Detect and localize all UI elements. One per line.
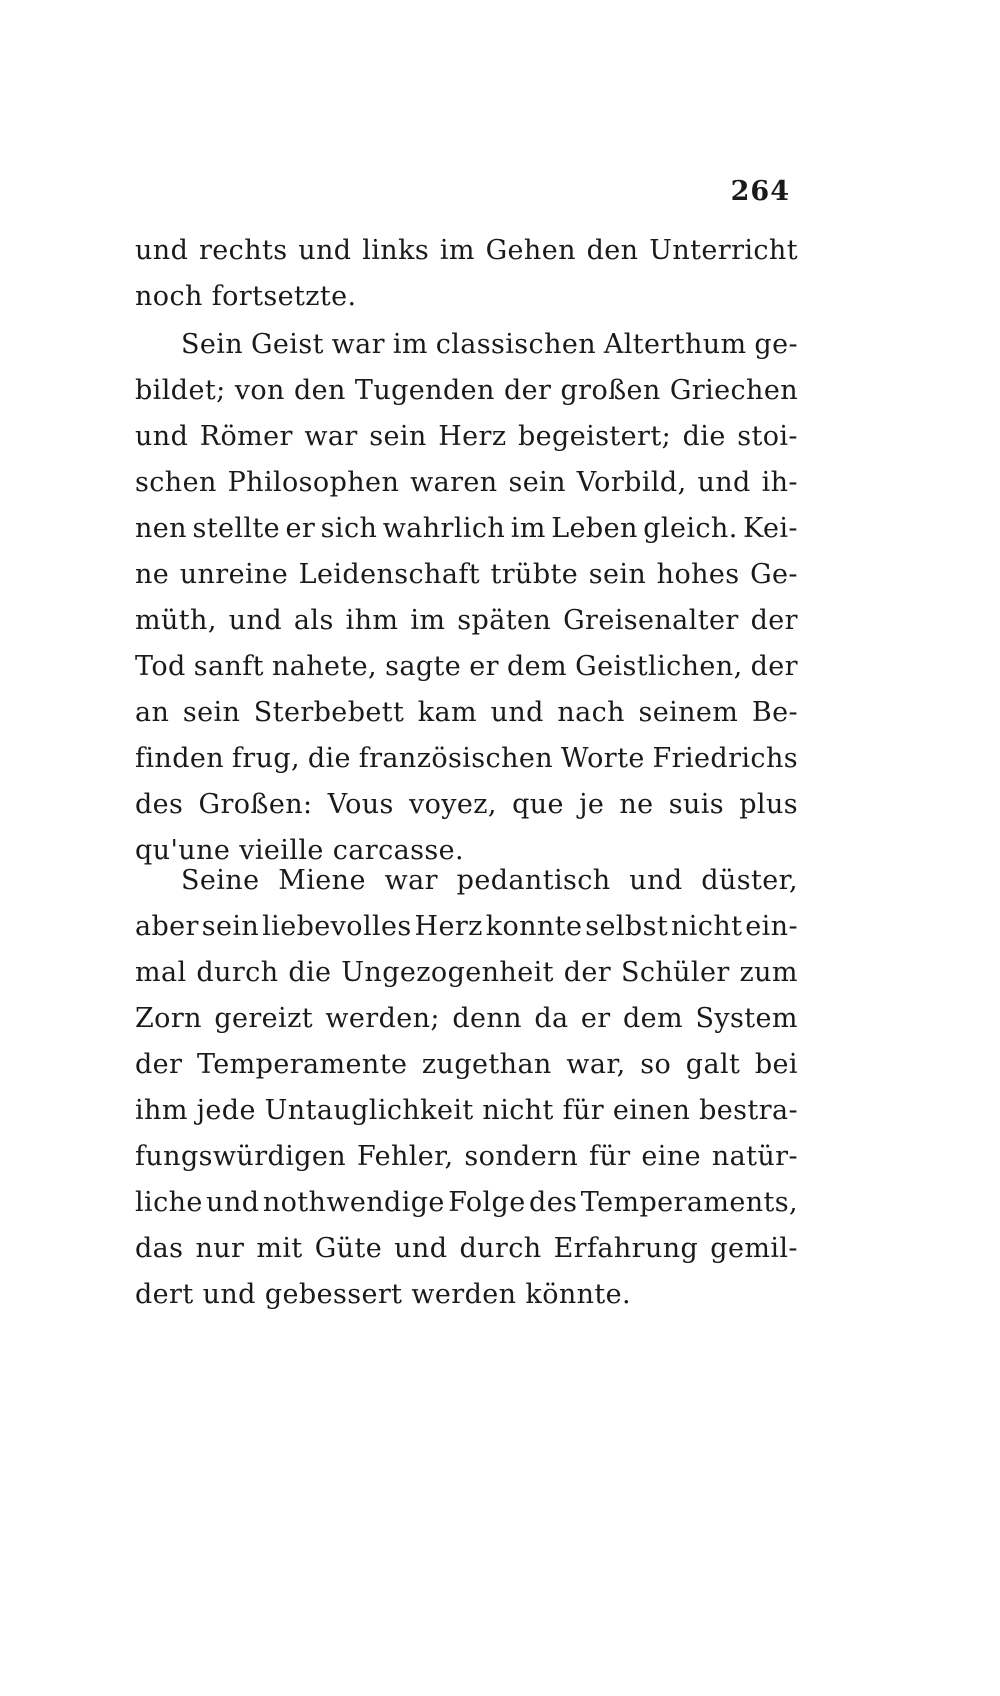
text-line: der Temperamente zugethan war, so galt bei bbox=[135, 1049, 798, 1080]
text-line: das nur mit Güte und durch Erfahrung gemil- bbox=[135, 1233, 798, 1264]
paragraph-continuation bbox=[135, 228, 798, 320]
text-line: nen stellte er sich wahrlich im Leben gleich. Kei- bbox=[135, 513, 798, 544]
text-line: liche und nothwendige Folge des Temperaments, bbox=[135, 1187, 798, 1218]
text-line: qu'une vieille carcasse. bbox=[135, 835, 464, 866]
text-line: dert und gebessert werden könnte. bbox=[135, 1279, 632, 1310]
page-number: 264 bbox=[730, 176, 790, 207]
text-line: Seine Miene war pedantisch und düster, bbox=[181, 865, 798, 896]
text-line: und rechts und links im Gehen den Unterricht bbox=[135, 235, 798, 266]
text-line: Sein Geist war im classischen Alterthum ge- bbox=[181, 329, 798, 360]
text-line: schen Philosophen waren sein Vorbild, und ih- bbox=[135, 467, 798, 498]
text-line: und Römer war sein Herz begeistert; die stoi- bbox=[135, 421, 798, 452]
text-line: an sein Sterbebett kam und nach seinem Be- bbox=[135, 697, 798, 728]
paragraph bbox=[135, 322, 798, 874]
text-line: aber sein liebevolles Herz konnte selbst nicht ein- bbox=[135, 911, 798, 942]
text-line: ihm jede Untauglichkeit nicht für einen bestra- bbox=[135, 1095, 798, 1126]
text-line: ne unreine Leidenschaft trübte sein hohes Ge- bbox=[135, 559, 798, 590]
text-line: noch fortsetzte. bbox=[135, 281, 357, 312]
text-line: finden frug, die französischen Worte Friedrichs bbox=[135, 743, 798, 774]
text-line: Zorn gereizt werden; denn da er dem System bbox=[135, 1003, 798, 1034]
text-line: mal durch die Ungezogenheit der Schüler zum bbox=[135, 957, 798, 988]
text-line: bildet; von den Tugenden der großen Griechen bbox=[135, 375, 798, 406]
text-line: fungswürdigen Fehler, sondern für eine natür- bbox=[135, 1141, 798, 1172]
text-line: Tod sanft nahete, sagte er dem Geistlichen, der bbox=[135, 651, 798, 682]
text-line: des Großen: Vous voyez, que je ne suis plus bbox=[135, 789, 798, 820]
paragraph bbox=[135, 858, 798, 1318]
text-line: müth, und als ihm im späten Greisenalter der bbox=[135, 605, 798, 636]
